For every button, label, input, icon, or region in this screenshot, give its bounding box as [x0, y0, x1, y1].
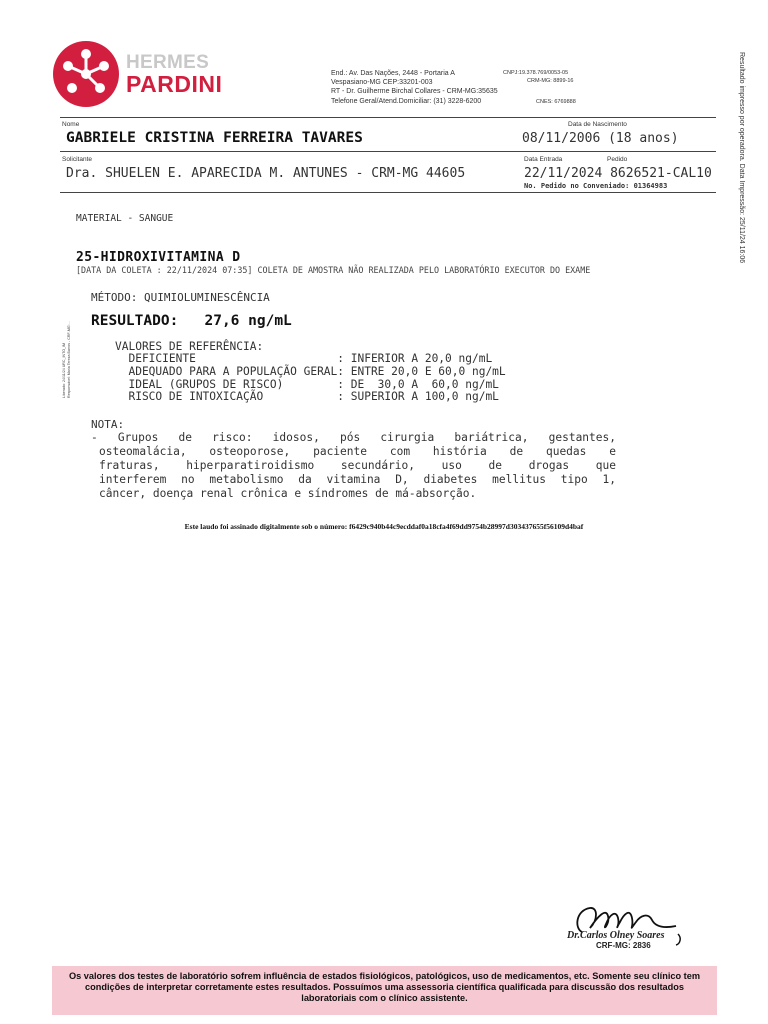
- note-header: NOTA:: [91, 418, 125, 431]
- reference-row: DEFICIENTE : INFERIOR A 20,0 ng/mL: [115, 352, 493, 365]
- entry-label: Data Entrada: [524, 156, 563, 163]
- exam-collection-note: [DATA DA COLETA : 22/11/2024 07:35] COLETA DE AMOSTRA NÃO REALIZADA PELO LABORATÓRIO EXECUTOR DO EXAME: [76, 265, 591, 275]
- requester-divider: [60, 192, 716, 193]
- note-line: - Grupos de risco: idosos, pós cirurgia bariátrica, gestantes,: [91, 431, 616, 444]
- reference-row: ADEQUADO PARA A POPULAÇÃO GERAL: ENTRE 20,0 E 60,0 ng/mL: [115, 365, 506, 378]
- name-label: Nome: [62, 121, 80, 128]
- reference-header: VALORES DE REFERÊNCIA:: [115, 340, 264, 353]
- header-divider: [60, 117, 716, 118]
- note-line: câncer, doença renal crônica e síndromes de má-absorção.: [99, 487, 477, 500]
- requester-name: Dra. SHUELEN E. APARECIDA M. ANTUNES - CRM-MG 44605: [66, 166, 466, 181]
- note-body: [91, 431, 616, 501]
- disclaimer-text: Os valores dos testes de laboratório sofrem influência de estados fisiológicos, patológicos, uso de medicamentos, etc. Somente seu clínico tem condições de interpretar corretamente estes resultados. Possuímos uma assessoria científica qualificada para discussão dos resultados laboratoriais com o clínico assistente.: [68, 971, 701, 1003]
- patient-dob: 08/11/2006 (18 anos): [522, 131, 679, 146]
- order-label: Pedido: [607, 156, 628, 163]
- patient-name: GABRIELE CRISTINA FERREIRA TAVARES: [66, 130, 363, 146]
- brand-line-1: HERMES: [126, 52, 210, 73]
- dob-label: Data de Nascimento: [568, 121, 627, 128]
- signer-name: Dr.Carlos Olney Soares: [567, 930, 665, 941]
- exam-title: 25-HIDROXIVITAMINA D: [76, 250, 241, 265]
- lab-address-3: RT - Dr. Guilherme Birchal Collares - CRM-MG:35635: [331, 88, 498, 95]
- note-line: fraturas, hiperparatiroidismo secundário, uso de drogas que: [99, 459, 616, 472]
- material-label: MATERIAL - SANGUE: [76, 213, 174, 224]
- patient-divider: [60, 151, 716, 152]
- exam-method: MÉTODO: QUIMIOLUMINESCÊNCIA: [91, 291, 270, 304]
- release-info-line: Liberado: 24/11/24 URC_INTO_IM: [62, 343, 66, 398]
- lab-phone: Telefone Geral/Atend.Domiciliar: (31) 3228-6200: [331, 98, 482, 105]
- convenio-order-number: No. Pedido no Conveniado: 01364983: [524, 182, 668, 190]
- signer-crf: CRF-MG: 2836: [596, 941, 651, 950]
- print-info-vertical: Resultado impresso por operadora. Data Impressão: 25/11/24 16:06: [738, 52, 745, 264]
- digital-signature-line: Este laudo foi assinado digitalmente sob o número: f6429c940b44c9ecddaf0a18cfa4f69dd9754b28997d303437655f56109d4baf: [184, 522, 584, 531]
- release-info-line: Responsável: Maria Tereza Barros - CRF-MG:...: [67, 321, 71, 398]
- note-line: interferem no metabolismo da vitamina D, diabetes mellitus tipo 1,: [99, 473, 616, 486]
- entry-and-order: 22/11/2024 8626521-CAL10: [524, 166, 712, 181]
- reference-row: IDEAL (GRUPOS DE RISCO) : DE 30,0 A 60,0 ng/mL: [115, 378, 499, 391]
- lab-cnpj: CNPJ:19.378.769/0053-05: [503, 70, 569, 76]
- note-line: osteomalácia, osteoporose, paciente com história de quedas e: [99, 445, 616, 458]
- release-info-vertical: [62, 321, 72, 398]
- requester-label: Solicitante: [62, 156, 92, 163]
- brand-line-2: PARDINI: [126, 71, 223, 97]
- lab-address-1: End.: Av. Das Nações, 2448 - Portaria A: [331, 70, 455, 77]
- hermes-pardini-logo-icon: [52, 40, 120, 108]
- lab-crm: CRM-MG: 8899-16: [527, 78, 574, 84]
- lab-address-2: Vespasiano-MG CEP:33201-003: [331, 79, 433, 86]
- lab-cnes: CNES: 6769888: [536, 99, 576, 105]
- exam-result: RESULTADO: 27,6 ng/mL: [91, 313, 292, 329]
- reference-row: RISCO DE INTOXICAÇÃO : SUPERIOR A 100,0 ng/mL: [115, 390, 499, 403]
